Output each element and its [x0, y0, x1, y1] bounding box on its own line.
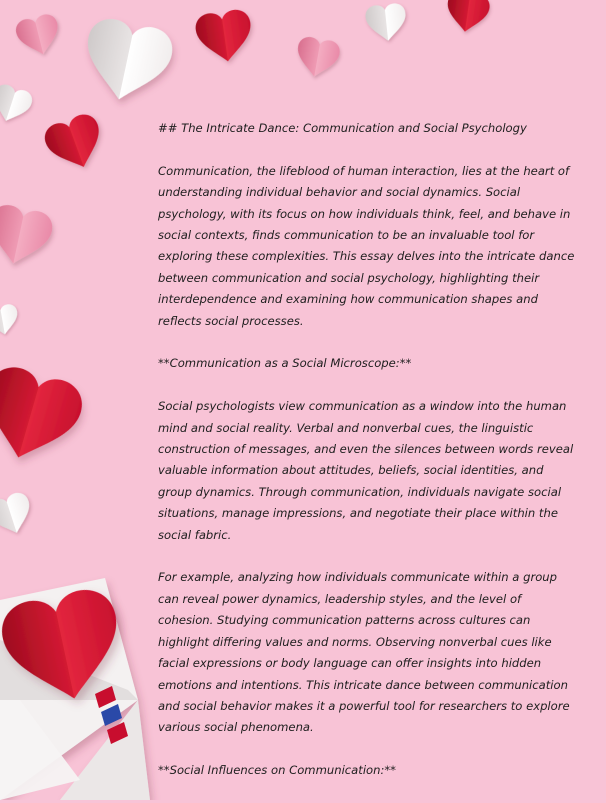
red-heart [0, 584, 131, 710]
paragraph: Social psychologists view communication as a window into the human mind and social reality. Verbal and nonverbal cues, the linguistic construction of messages, and even the silences between words reveal valuable information about attitudes, beliefs, social identities, and group dynamics. Through communication, individuals navigate social situations, manage impressions, and negotiate their place within the social fabric. [158, 399, 574, 542]
document-title: ## The Intricate Dance: Communication and Social Psychology [158, 121, 527, 135]
paragraph: Communication, the lifeblood of human interaction, lies at the heart of understanding individual behavior and social dynamics. Social psychology, with its focus on how individuals think, feel, and behave in social contexts, finds communication to be an invaluable tool for exploring these complexities. This essay delves into the intricate dance between communication and social psychology, highlighting their interdependence and examining how communication shapes and reflects social processes. [158, 163, 575, 328]
section-heading: **Communication as a Social Microscope:** [158, 356, 412, 371]
white-heart [364, 2, 408, 42]
section-heading: **Social Influences on Communication:** [158, 763, 396, 778]
pink-heart [14, 12, 64, 59]
red-heart [444, 0, 491, 35]
white-heart [0, 303, 21, 337]
white-heart [0, 490, 37, 539]
red-heart [0, 361, 88, 470]
pink-heart [0, 202, 55, 270]
white-heart [0, 82, 35, 127]
essay-document [158, 118, 578, 803]
pink-heart [294, 35, 342, 80]
red-heart [41, 110, 110, 176]
red-heart [194, 8, 255, 65]
white-heart [77, 15, 176, 108]
envelope-icon [0, 578, 150, 800]
paragraph: For example, analyzing how individuals communicate within a group can reveal power dynamics, leadership styles, and the level of cohesion. Studying communication patterns across cultures can highlight differing values and norms. Observing nonverbal cues like facial expressions or body language can offer insights into hidden emotions and intentions. This intricate dance between communication and social behavior makes it a powerful tool for researchers to explore various social phenomena. [158, 570, 570, 735]
